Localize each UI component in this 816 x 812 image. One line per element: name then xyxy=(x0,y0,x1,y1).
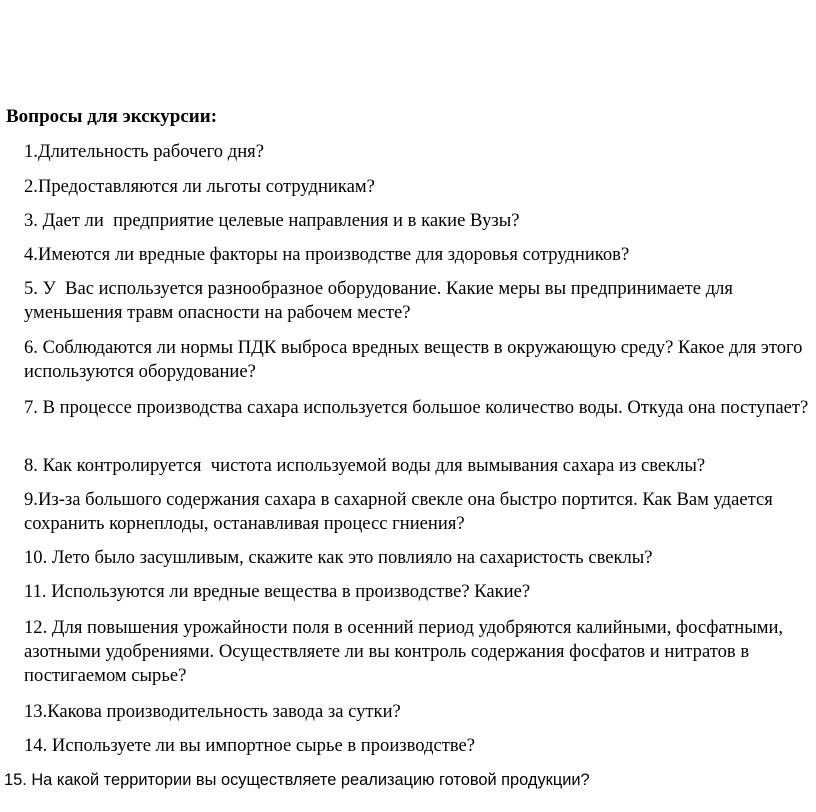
question-item: 14. Используете ли вы импортное сырье в производстве? xyxy=(24,735,476,756)
question-item: 2.Предоставляются ли льготы сотрудникам? xyxy=(24,176,375,197)
question-item: 15. На какой территории вы осуществляете реализацию готовой продукции? xyxy=(4,771,590,789)
question-item: 9.Из-за большого содержания сахара в сахарной свекле она быстро портится. Как Вам удается сохранить корнеплоды, останавливая процесс гниения? xyxy=(24,489,778,534)
question-item: 4.Имеются ли вредные факторы на производстве для здоровья сотрудников? xyxy=(24,244,630,265)
question-item: 3. Дает ли предприятие целевые направления и в какие Вузы? xyxy=(24,210,520,231)
question-item: 1.Длительность рабочего дня? xyxy=(24,141,264,162)
question-item: 6. Соблюдаются ли нормы ПДК выброса вредных веществ в окружающую среду? Какое для этого используются оборудование? xyxy=(24,337,808,382)
question-item: 12. Для повышения урожайности поля в осенний период удобряются калийными, фосфатными, азотными удобрениями. Осуществляете ли вы контроль содержания фосфатов и нитратов в постигаемом сырье? xyxy=(24,617,788,686)
question-item: 7. В процессе производства сахара используется большое количество воды. Откуда она поступает? xyxy=(24,397,809,418)
page-title: Вопросы для экскурсии: xyxy=(6,106,218,127)
question-item: 11. Используются ли вредные вещества в производстве? Какие? xyxy=(24,581,531,602)
question-item: 13.Какова производительность завода за сутки? xyxy=(24,701,401,722)
question-item: 8. Как контролируется чистота используемой воды для вымывания сахара из свеклы? xyxy=(24,455,706,476)
question-item: 5. У Вас используется разнообразное оборудование. Какие меры вы предпринимаете для уменьшения травм опасности на рабочем месте? xyxy=(24,278,738,323)
question-item: 10. Лето было засушливым, скажите как это повлияло на сахаристость свеклы? xyxy=(24,547,653,568)
